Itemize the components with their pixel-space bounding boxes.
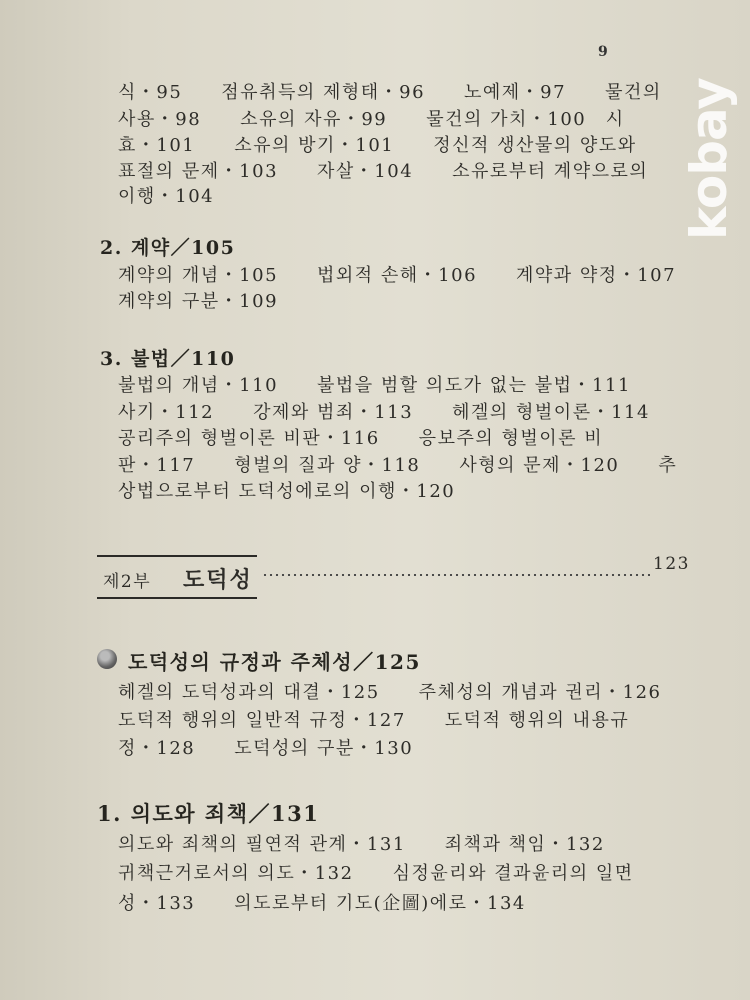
toc-line: 식・95 점유취득의 제형태・96 노예제・97 물건의: [118, 82, 662, 103]
toc-line: 정・128 도덕성의 구분・130: [118, 738, 414, 759]
toc-line: 헤겔의 도덕성과의 대결・125 주체성의 개념과 권리・126: [118, 682, 662, 703]
bullet-icon: [97, 649, 117, 669]
dot-leader: [262, 574, 650, 576]
toc-line: 판・117 형벌의 질과 양・118 사형의 문제・120 추: [118, 455, 678, 476]
toc-line: 공리주의 형벌이론 비판・116 응보주의 형벌이론 비: [118, 428, 604, 449]
section-heading-contract: 2. 계약／105: [100, 237, 236, 259]
toc-line: 사용・98 소유의 자유・99 물건의 가치・100 시: [118, 109, 625, 130]
toc-line: 의도와 죄책의 필연적 관계・131 죄책과 책임・132: [118, 834, 605, 855]
part-title: 도덕성: [183, 567, 253, 593]
toc-line: 효・101 소유의 방기・101 정신적 생산물의 양도와: [118, 135, 637, 156]
page-number: 9: [598, 44, 608, 60]
section-heading-morality-intro: 도덕성의 규정과 주체성／125: [128, 650, 421, 674]
part-label: 제2부: [103, 572, 152, 592]
part-rule-bottom: [97, 597, 257, 599]
toc-line: 사기・112 강제와 범죄・113 헤겔의 형벌이론・114: [118, 402, 650, 423]
toc-line: 귀책근거로서의 의도・132 심정윤리와 결과윤리의 일면: [118, 863, 634, 884]
toc-line: 성・133 의도로부터 기도(企圖)에로・134: [118, 893, 526, 914]
section-heading-intention: 1. 의도와 죄책／131: [97, 801, 320, 826]
toc-line: 상법으로부터 도덕성에로의 이행・120: [118, 481, 456, 502]
toc-line: 계약의 구분・109: [118, 291, 279, 312]
section-heading-wrong: 3. 불법／110: [100, 348, 236, 370]
part-rule-top: [97, 555, 257, 557]
part-page-number: 123: [653, 554, 690, 574]
toc-line: 표절의 문제・103 자살・104 소유로부터 계약으로의: [118, 161, 649, 182]
watermark: kobay: [680, 78, 738, 240]
toc-line: 이행・104: [118, 186, 215, 207]
toc-line: 도덕적 행위의 일반적 규정・127 도덕적 행위의 내용규: [118, 710, 630, 731]
toc-line: 불법의 개념・110 불법을 범할 의도가 없는 불법・111: [118, 375, 631, 396]
toc-line: 계약의 개념・105 법외적 손해・106 계약과 약정・107: [118, 265, 677, 286]
